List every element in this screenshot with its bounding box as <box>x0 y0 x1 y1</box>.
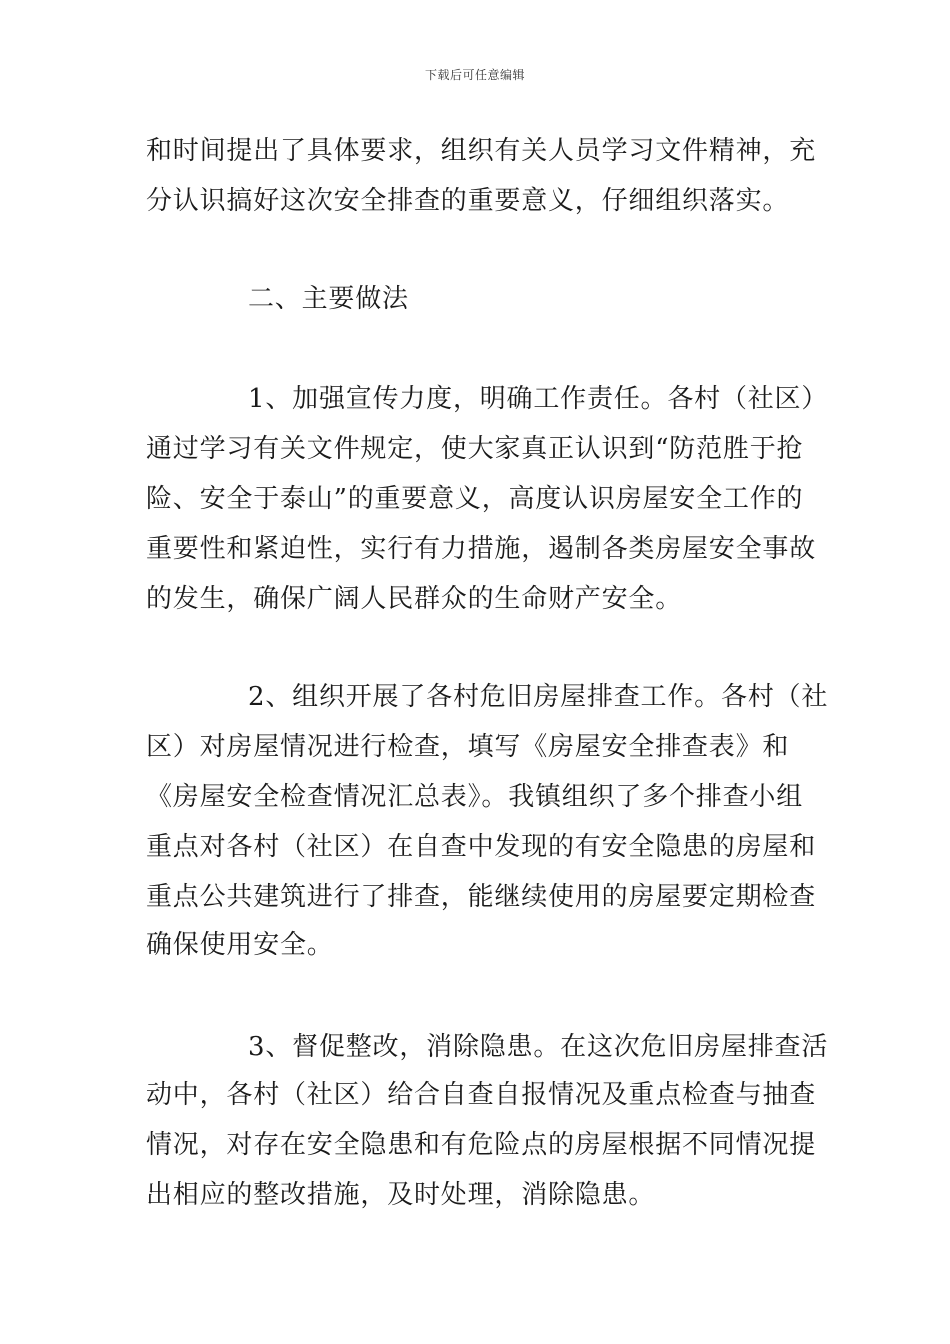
paragraph-line: 1、加强宣传力度，明确工作责任。各村（社区） <box>248 384 829 414</box>
paragraph-line: 确保使用安全。 <box>146 930 334 960</box>
paragraph-line: 的发生，确保广阔人民群众的生命财产安全。 <box>146 584 683 614</box>
paragraph-line: 《房屋安全检查情况汇总表》。我镇组织了多个排查小组 <box>146 782 804 812</box>
paragraph-line: 和时间提出了具体要求，组织有关人员学习文件精神，充 <box>146 136 817 166</box>
paragraph-line: 重要性和紧迫性，实行有力措施，遏制各类房屋安全事故 <box>146 534 817 564</box>
paragraph-line: 险、安全于泰山”的重要意义，高度认识房屋安全工作的 <box>146 484 804 514</box>
paragraph-line: 动中，各村（社区）给合自查自报情况及重点检查与抽查 <box>146 1080 817 1110</box>
paragraph-line: 重点公共建筑进行了排查，能继续使用的房屋要定期检查 <box>146 882 817 912</box>
section-heading: 二、主要做法 <box>248 284 409 314</box>
paragraph-line: 3、督促整改，消除隐患。在这次危旧房屋排查活 <box>248 1032 829 1062</box>
paragraph-line: 分认识搞好这次安全排查的重要意义，仔细组织落实。 <box>146 186 790 216</box>
paragraph-line: 重点对各村（社区）在自查中发现的有安全隐患的房屋和 <box>146 832 817 862</box>
paragraph-line: 情况，对存在安全隐患和有危险点的房屋根据不同情况提 <box>146 1130 817 1160</box>
paragraph-line: 区）对房屋情况进行检查，填写《房屋安全排查表》和 <box>146 732 790 762</box>
paragraph-line: 出相应的整改措施，及时处理，消除隐患。 <box>146 1180 656 1210</box>
paragraph-line: 通过学习有关文件规定，使大家真正认识到“防范胜于抢 <box>146 434 804 464</box>
paragraph-line: 2、组织开展了各村危旧房屋排查工作。各村（社 <box>248 682 829 712</box>
page-header-note: 下载后可任意编辑 <box>424 68 525 82</box>
